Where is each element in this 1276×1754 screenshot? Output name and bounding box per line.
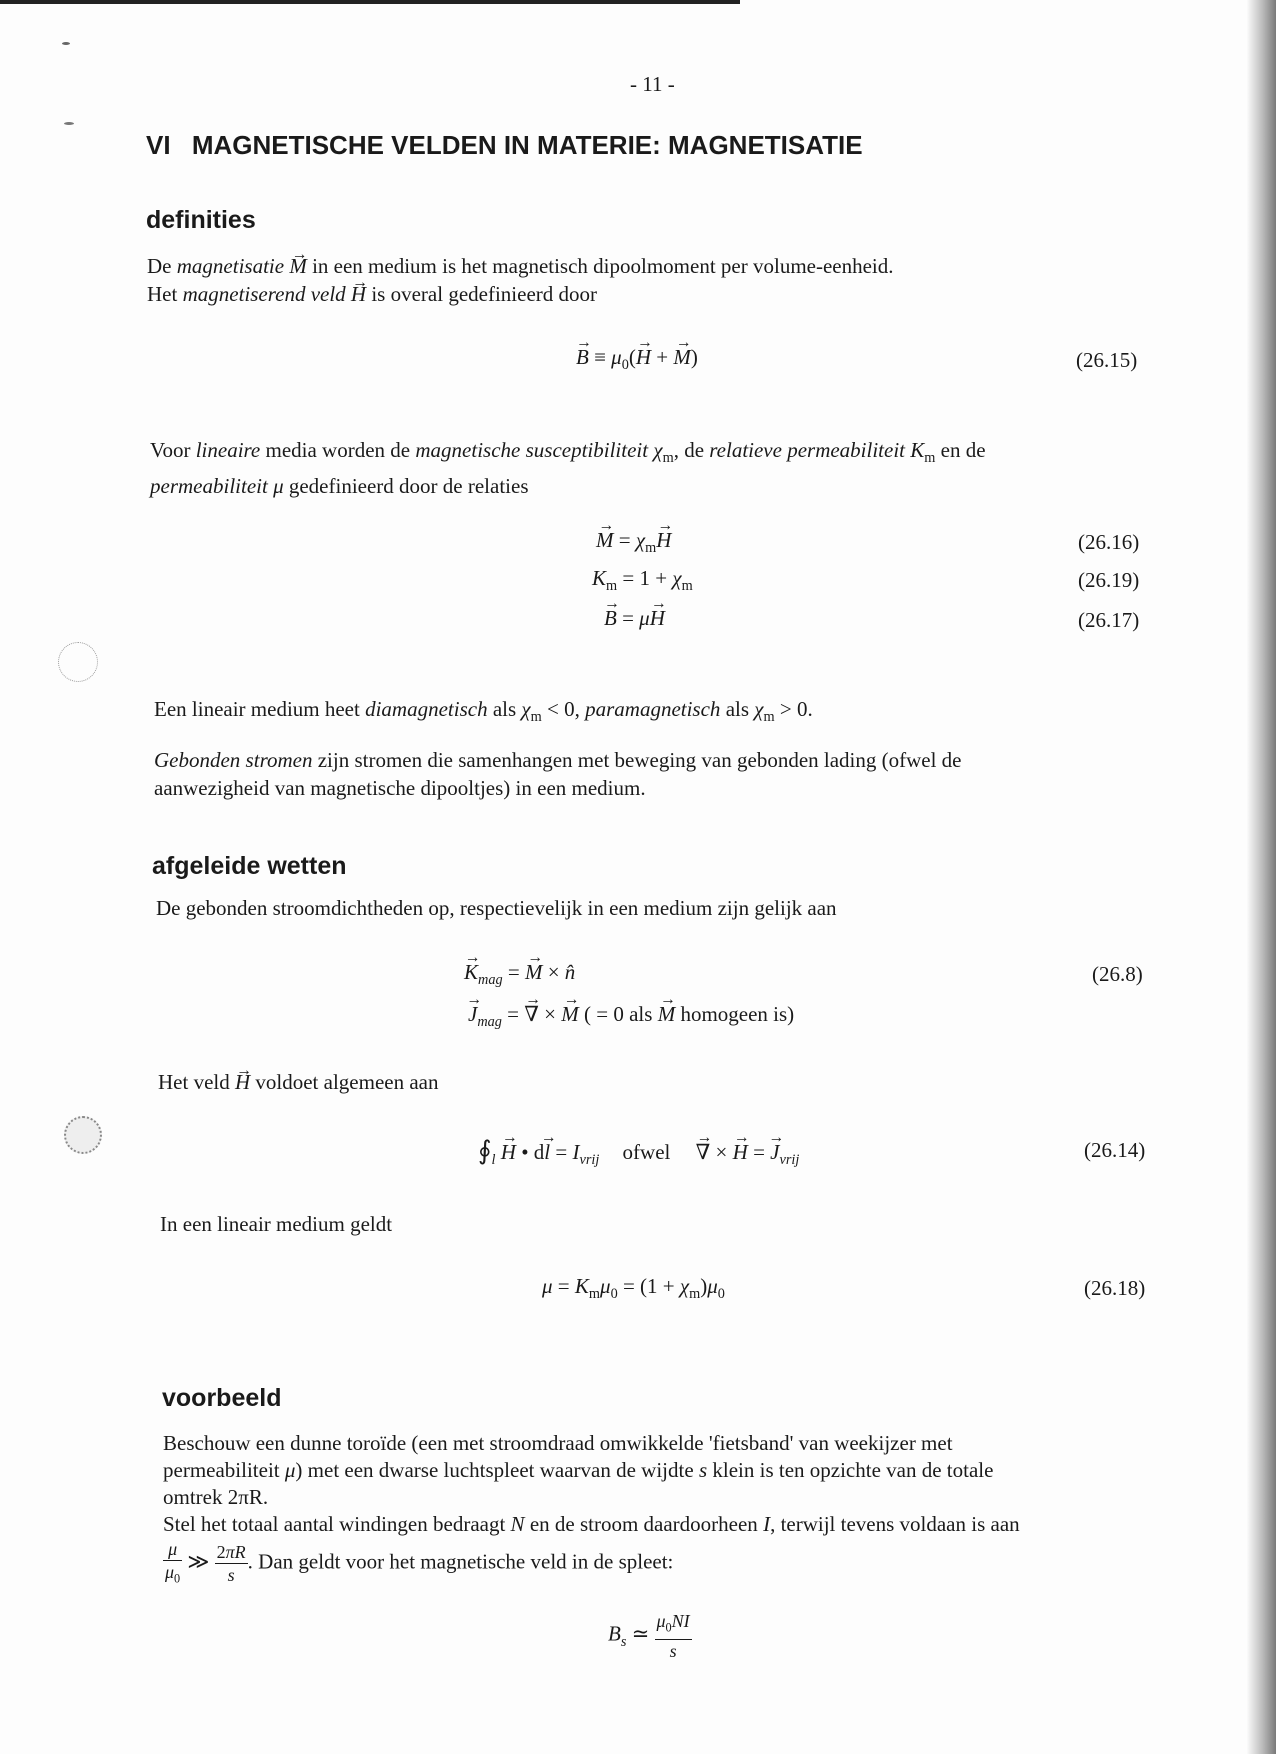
equation-number: (26.15) — [1076, 348, 1138, 372]
section-voorbeeld: voorbeeld — [162, 1384, 282, 1412]
equation-26-16: → $M = \chi_m\to H$ — [596, 528, 671, 557]
equation-number: (26.16) — [1078, 530, 1140, 554]
paragraph-het-veld: Het veld → H voldoet algemeen aan — [158, 1068, 439, 1096]
equation-26-19: $K_m = 1 + \chi_m$ — [592, 566, 693, 595]
chapter-heading — [146, 130, 863, 161]
paragraph-dia-para: Een lineair medium heet diamagnetisch als $\chi_m < 0$, paramagnetisch als $\chi_m > 0$. — [154, 697, 813, 726]
equation-bs: $B_s$ ≃ $\frac{\mu_0NI}{s}$ — [608, 1611, 690, 1661]
chapter-title: MAGNETISCHE VELDEN IN MATERIE: MAGNETISATIE — [191, 130, 863, 160]
right-scan-shadow — [1246, 0, 1276, 1754]
equation-number: (26.8) — [1092, 962, 1143, 986]
paragraph-gebonden-stromen: Gebonden stromen zijn stromen die samenhangen met beweging van gebonden lading (ofwel de aanwezigheid van magnetische dipooltjes) in een medium. — [154, 748, 962, 800]
scan-hole-mark — [58, 642, 98, 682]
section-definities: definities — [146, 206, 256, 234]
equation-number: (26.19) — [1078, 568, 1140, 592]
page-number: - 11 - — [630, 72, 675, 96]
paragraph-stroomdichtheden: De gebonden stroomdichtheden op, respectievelijk in een medium zijn gelijk aan — [156, 896, 837, 920]
paragraph-toroide: Beschouw een dunne toroïde (een met stroomdraad omwikkelde 'fietsband' van weekijzer met permeabiliteit μ) met een dwarse luchtspleet waarvan de wijdte s klein is ten opzichte van de totale omtrek 2πR. Stel het totaal aantal windingen bedraagt N en de stroom daardoorheen I, terwijl tevens voldaan is aan $\frac{\mu}{\mu_0}$ ≫ $\frac{2\pi R}{s}$ . Dan geldt voor het magnetische veld in de spleet: — [163, 1430, 1163, 1590]
fraction-mu-mu0: $\frac{\mu}{\mu_0}$ — [165, 1539, 181, 1586]
equation-26-8: → $K_{mag}$ = → M × n̂ — [464, 960, 575, 989]
top-scan-border — [0, 0, 740, 4]
paragraph-lineair-medium: In een lineair medium geldt — [160, 1212, 393, 1236]
equation-number: (26.17) — [1078, 608, 1140, 632]
paragraph-lineaire-media: Voor lineaire media worden de magnetische susceptibiliteit $\chi_m$, de relatieve permeabiliteit $K_m$ en de permeabiliteit μ gedefinieerd door de relaties — [150, 438, 986, 499]
fraction-2piR-s: $\frac{2\pi R}{s}$ — [216, 1542, 246, 1586]
scan-speck — [62, 42, 70, 45]
equation-jmag: → $J_{mag}$ = → ∇ × → M ( = 0 als → M homogeen is) — [468, 1002, 794, 1031]
equation-26-14: $∮_l \to H$ • $d\to l = I_{vrij}$ ofwel → ∇ × → H = → $J_{vrij}$ — [478, 1136, 799, 1169]
scan-hole-mark — [64, 1116, 102, 1154]
equation-26-15: → $B \equiv \mu_0(\to H$ + → M) — [576, 345, 698, 374]
equation-number: (26.18) — [1084, 1276, 1146, 1300]
fraction-mu0NI-s: $\frac{\mu_0NI}{s}$ — [656, 1611, 690, 1661]
scan-speck — [64, 122, 74, 125]
chapter-number: VI — [146, 130, 171, 160]
equation-26-17: → B = μ→ H — [604, 606, 665, 631]
equation-number: (26.14) — [1084, 1138, 1146, 1162]
section-afgeleide-wetten: afgeleide wetten — [152, 852, 347, 880]
paragraph-magnetisatie: De magnetisatie → M in een medium is het magnetisch dipoolmoment per volume-eenheid. Het magnetiserend veld → H is overal gedefinieerd door — [147, 252, 1147, 308]
equation-26-18: $\mu = K_m\mu_0 = (1 + \chi_m)\mu_0$ — [542, 1274, 725, 1303]
